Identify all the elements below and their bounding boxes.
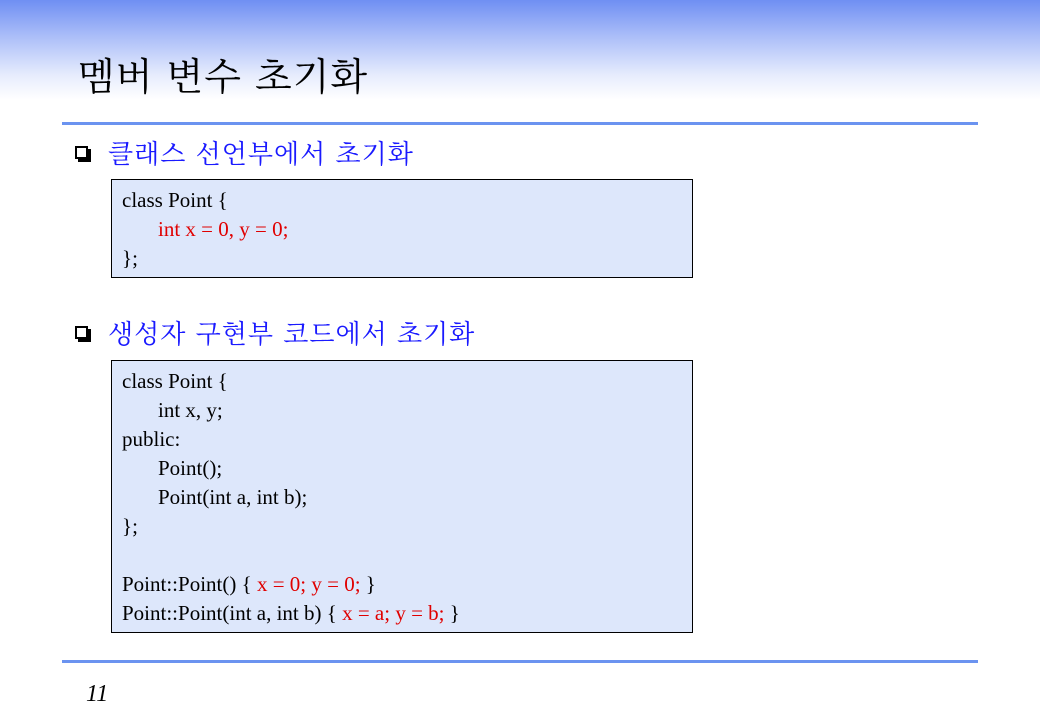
code-highlight: x = 0; y = 0; (256, 572, 361, 596)
code-line: public: (122, 427, 181, 451)
code-line: int x, y; (158, 398, 223, 422)
section1-heading: 클래스 선언부에서 초기화 (108, 139, 414, 170)
slide-title: 멤버 변수 초기화 (78, 55, 369, 99)
page-number: 11 (86, 681, 109, 707)
square-bullet-icon (75, 146, 88, 159)
code-line-highlighted: int x = 0, y = 0; (158, 217, 289, 241)
section2-code-box (111, 360, 693, 633)
square-bullet-icon (75, 326, 88, 339)
code-line: }; (122, 246, 138, 270)
code-highlight: x = a; y = b; (342, 601, 445, 625)
top-divider (62, 122, 978, 125)
code-line: }; (122, 514, 138, 538)
section1-code-box (111, 179, 693, 278)
code-line: Point(int a, int b); (158, 485, 308, 509)
bottom-divider (62, 660, 978, 663)
code-line-blank (122, 541, 682, 570)
section2-heading: 생성자 구현부 코드에서 초기화 (108, 319, 476, 350)
section2-heading-row (75, 314, 475, 350)
code-line-param-constructor (122, 599, 682, 628)
code-line: Point(); (158, 456, 223, 480)
code-line-default-constructor (122, 570, 682, 599)
code-text: Point::Point() { (122, 572, 257, 596)
code-line: class Point { (122, 188, 228, 212)
section1-heading-row (75, 134, 414, 170)
code-text: } (360, 572, 376, 596)
code-text: Point::Point(int a, int b) { (122, 601, 343, 625)
code-line: class Point { (122, 369, 228, 393)
code-text: } (444, 601, 460, 625)
